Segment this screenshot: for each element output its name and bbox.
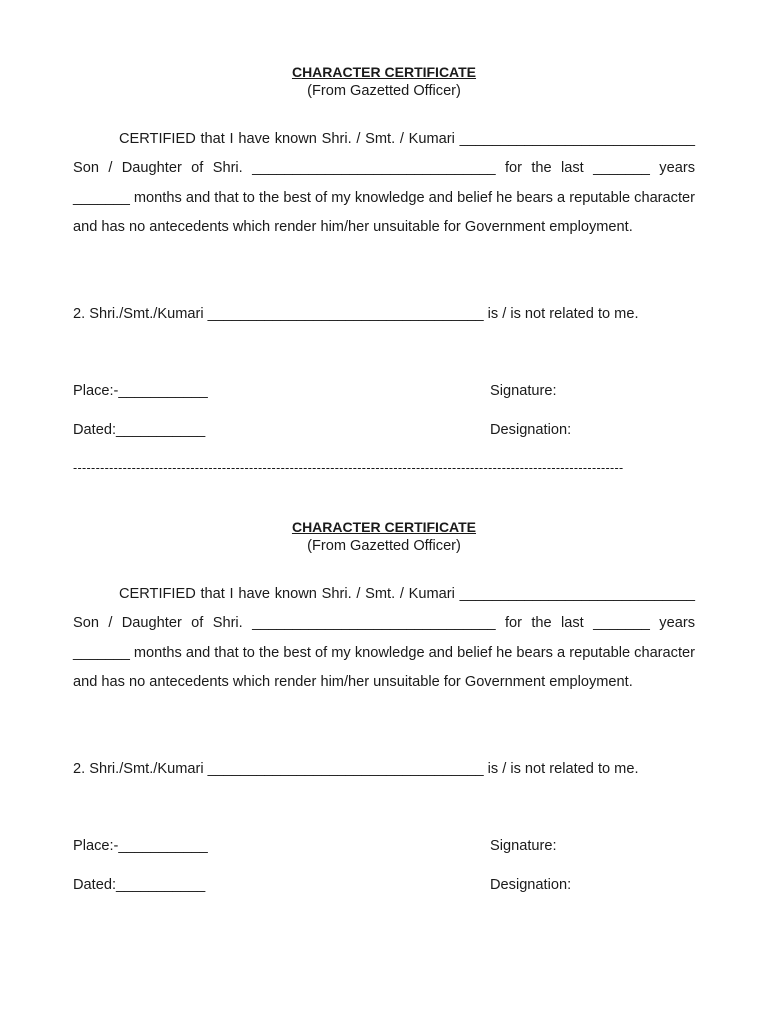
designation-label: Designation: xyxy=(490,877,572,893)
certificate-subtitle: (From Gazetted Officer) xyxy=(307,538,461,554)
signature-label: Signature: xyxy=(490,838,557,854)
certificate-subtitle: (From Gazetted Officer) xyxy=(307,83,461,99)
relation-statement: 2. Shri./Smt./Kumari __________________________________ is / is not related to me. xyxy=(73,761,639,777)
dated-field: Dated:___________ xyxy=(73,877,206,893)
dated-field: Dated:___________ xyxy=(73,422,206,438)
certificate-title: CHARACTER CERTIFICATE xyxy=(291,64,477,80)
certificate-paragraph xyxy=(73,125,695,243)
certificate-paragraph-text: CERTIFIED that I have known Shri. / Smt. / Kumari _____________________________ Son / Daughter of Shri. ______________________________ for the last _______ years _______ months and that to the best of my knowledge and belief he bears a reputable character and has no antecedents which render him/her unsuitable for Government employment. xyxy=(73,131,695,236)
designation-label: Designation: xyxy=(490,422,572,438)
place-field: Place:-___________ xyxy=(73,383,208,399)
signature-label: Signature: xyxy=(490,383,557,399)
place-field: Place:-___________ xyxy=(73,838,208,854)
certificate-paragraph xyxy=(73,580,695,698)
cut-line-separator: -------------------------------------------------------------------------------------------------------------------------- xyxy=(73,461,624,475)
certificate-title: CHARACTER CERTIFICATE xyxy=(291,519,477,535)
certificate-paragraph-text: CERTIFIED that I have known Shri. / Smt. / Kumari _____________________________ Son / Daughter of Shri. ______________________________ for the last _______ years _______ months and that to the best of my knowledge and belief he bears a reputable character and has no antecedents which render him/her unsuitable for Government employment. xyxy=(73,586,695,691)
relation-statement: 2. Shri./Smt./Kumari __________________________________ is / is not related to me. xyxy=(73,306,639,322)
